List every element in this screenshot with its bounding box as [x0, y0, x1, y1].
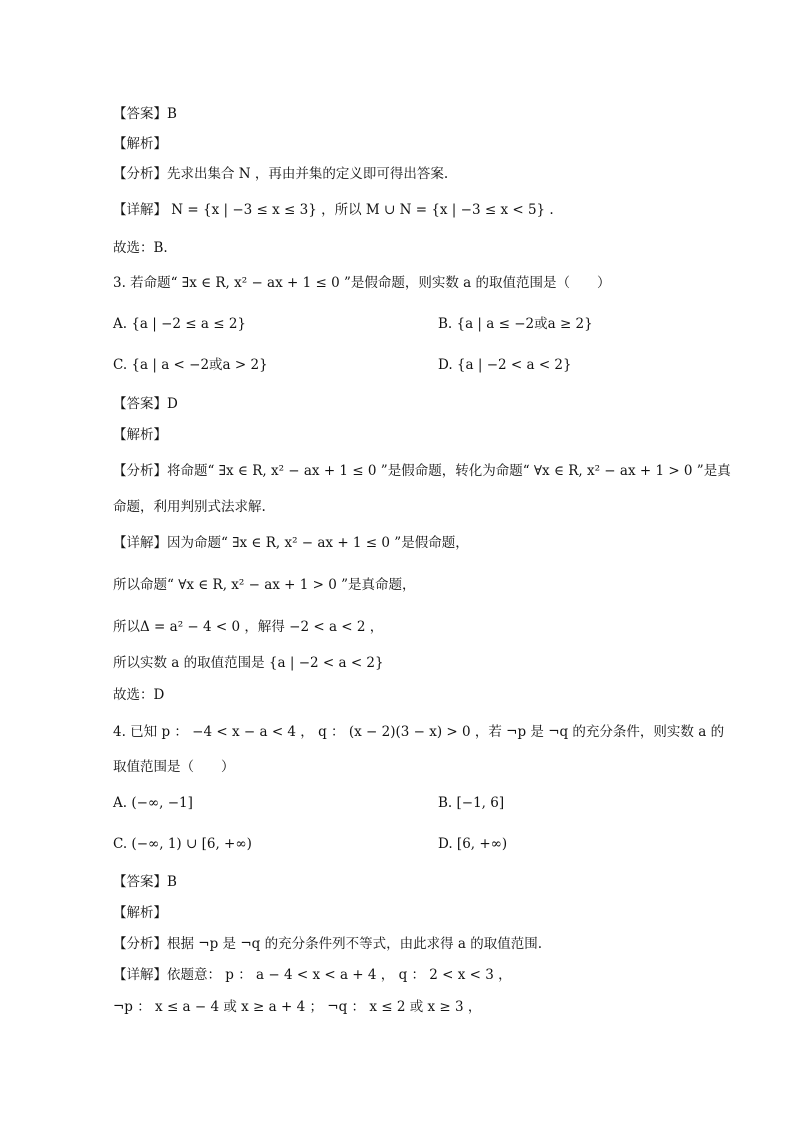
detail-q3-line4: 所以实数 a 的取值范围是 {a | −2 < a < 2}	[113, 655, 384, 671]
question-4-stem-line2: 取值范围是（ ）	[113, 759, 235, 775]
conclusion-q3: 故选：D	[113, 687, 165, 703]
detail-q3-line3: 所以Δ = a² − 4 < 0 ，解得 −2 < a < 2 ，	[113, 619, 384, 635]
analysis-q3-line1: 【分析】将命题“ ∃x ∈ R, x² − ax + 1 ≤ 0 ”是假命题，转化为命题“ ∀x ∈ R, x² − ax + 1 > 0 ”是真	[113, 463, 731, 479]
q3-option-a: A. {a | −2 ≤ a ≤ 2}	[113, 316, 247, 332]
analysis-q2: 【分析】先求出集合 N ，再由并集的定义即可得出答案.	[113, 166, 449, 182]
answer-q2: 【答案】B	[113, 106, 177, 122]
detail-q4-line1: 【详解】依题意： p ： a − 4 < x < a + 4 ， q ： 2 < x < 3 ，	[113, 967, 512, 983]
q3-option-c: C. {a | a < −2或a > 2}	[113, 357, 268, 373]
q4-option-c: C. (−∞, 1) ∪ [6, +∞)	[113, 836, 252, 852]
detail-q2: 【详解】 N = {x | −3 ≤ x ≤ 3} ，所以 M ∪ N = {x | −3 ≤ x < 5} .	[113, 202, 554, 218]
q4-option-a: A. (−∞, −1]	[113, 795, 193, 811]
detail-q3-line1: 【详解】因为命题“ ∃x ∈ R, x² − ax + 1 ≤ 0 ”是假命题，	[113, 535, 469, 551]
detail-q3-line2: 所以命题“ ∀x ∈ R, x² − ax + 1 > 0 ”是真命题，	[113, 577, 416, 593]
answer-q4: 【答案】B	[113, 874, 177, 890]
detail-q4-line2: ¬p ： x ≤ a − 4 或 x ≥ a + 4 ； ¬q ： x ≤ 2 或 x ≥ 3 ，	[113, 999, 482, 1015]
q4-option-b: B. [−1, 6]	[438, 795, 505, 811]
question-4-stem-line1: 4. 已知 p ： −4 < x − a < 4 ， q ： (x − 2)(3 − x) > 0 ，若 ¬p 是 ¬q 的充分条件，则实数 a 的	[113, 724, 725, 740]
answer-q3: 【答案】D	[113, 396, 178, 412]
analysis-q3-line2: 命题，利用判别式法求解.	[113, 499, 266, 515]
analysis-heading-q3: 【解析】	[113, 427, 167, 443]
question-3-stem: 3. 若命题“ ∃x ∈ R, x² − ax + 1 ≤ 0 ”是假命题，则实数 a 的取值范围是（ ）	[113, 275, 611, 291]
q4-option-d: D. [6, +∞)	[438, 836, 508, 852]
q3-option-b: B. {a | a ≤ −2或a ≥ 2}	[438, 316, 593, 332]
conclusion-q2: 故选：B.	[113, 240, 168, 256]
analysis-heading-q2: 【解析】	[113, 136, 167, 152]
analysis-q4: 【分析】根据 ¬p 是 ¬q 的充分条件列不等式，由此求得 a 的取值范围.	[113, 936, 542, 952]
analysis-heading-q4: 【解析】	[113, 905, 167, 921]
q3-option-d: D. {a | −2 < a < 2}	[438, 357, 572, 373]
